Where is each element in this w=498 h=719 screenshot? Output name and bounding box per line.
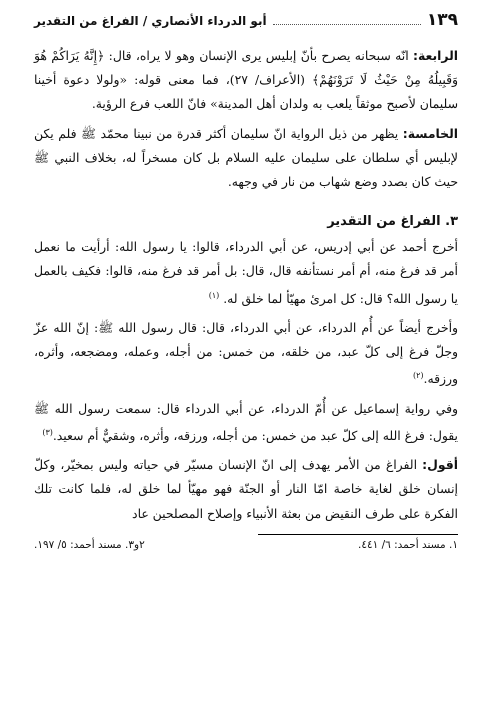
page-header <box>34 10 458 32</box>
paragraph-fourth-point <box>34 44 458 117</box>
page-body <box>34 44 458 526</box>
paragraph-text: أخرج أحمد عن أبي إدريس، عن أبي الدرداء، قالوا: يا رسول الله: أرأيت ما نعمل أمر قد فرغ منه، أم أمر نستأنفه قال، قال: بل أمر قد فرغ منه، قالوا: فكيف بالعمل يا رسول الله؟ قال: كل امرئ مهيّأ لما خلق له. <box>34 239 458 306</box>
footnote-2: ٢و٣. مسند أحمد: ٥/ ١٩٧. <box>34 538 145 551</box>
footnote-reference: (٢) <box>412 371 424 381</box>
hadith-paragraph-3 <box>34 397 458 449</box>
paragraph-lead: الخامسة: <box>402 125 458 141</box>
header-dotted-rule <box>273 24 421 25</box>
paragraph-text: وأخرج أيضاً عن أُم الدرداء، عن أبي الدرداء، قال: قال رسول الله ﷺ: إنّ الله عزّ وجلّ فرغ إلى كلّ عبد، من خلقه، من خمس: من أجله، وعمله، ومضجعه، وأثره، ورزقه. <box>34 319 458 387</box>
hadith-paragraph-2 <box>34 316 458 392</box>
hadith-paragraph-1 <box>34 235 458 311</box>
page-number: ١٣٩ <box>426 10 458 30</box>
paragraph-lead: الرابعة: <box>413 48 458 63</box>
footnotes <box>34 535 458 551</box>
running-title: أبو الدرداء الأنصاري / الفراغ من التقدير <box>34 14 267 28</box>
commentary-paragraph <box>34 453 458 526</box>
footnote-reference: (٣) <box>42 427 53 437</box>
footnote-1: ١. مسند أحمد: ٦/ ٤٤١. <box>358 538 458 551</box>
footnote-reference: (١) <box>208 290 220 300</box>
paragraph-text: الفراغ من الأمر يهدف إلى انّ الإنسان مسيّر في حياته وليس بمخيّر، وكلّ إنسان خلق لغاية خاصة امّا النار أو الجنّة فهو مهيّأ لما خلق له، فلما كانت تلك الفكرة على طرف النقيض من بعثة الأنبياء وإصلاح المصلحين عاد <box>34 457 458 521</box>
paragraph-text: يظهر من ذيل الرواية انّ سليمان أكثر قدرة من نبينا محمّد ﷺ فلم يكن لإبليس أي سلطان على سليمان عليه السلام بل كان مسخراً له، بخلاف النبي ﷺ حيث كان بصدد وضع شهاب من نار في وجهه. <box>34 125 458 190</box>
paragraph-text: انّه سبحانه يصرح بأنّ إبليس يرى الإنسان وهو لا يراه، قال: ﴿إِنَّهُ يَرَاكُمْ هُوَ وَقَبِيلُهُ مِنْ حَيْثُ لَا تَرَوْنَهُمْ﴾ (الأعراف/ ٢٧)، فما معنى قوله: «ولولا دعوة أخينا سليمان لأصبح موثقاً يلعب به ولدان أهل المدينة» فانّ اللعب فرع الرؤية. <box>34 48 459 112</box>
paragraph-text: وفي رواية إسماعيل عن أُمّ الدرداء، عن أبي الدرداء قال: سمعت رسول الله ﷺ يقول: فرغ الله إلى كلّ عبد من خمس: من أجله، ورزقه، وأثره، وشقيٌّ أم سعيد. <box>34 400 458 444</box>
section-heading: ٣. الفراغ من التقدير <box>327 214 458 230</box>
paragraph-lead: أقول: <box>422 457 458 473</box>
paragraph-fifth-point <box>34 122 458 195</box>
